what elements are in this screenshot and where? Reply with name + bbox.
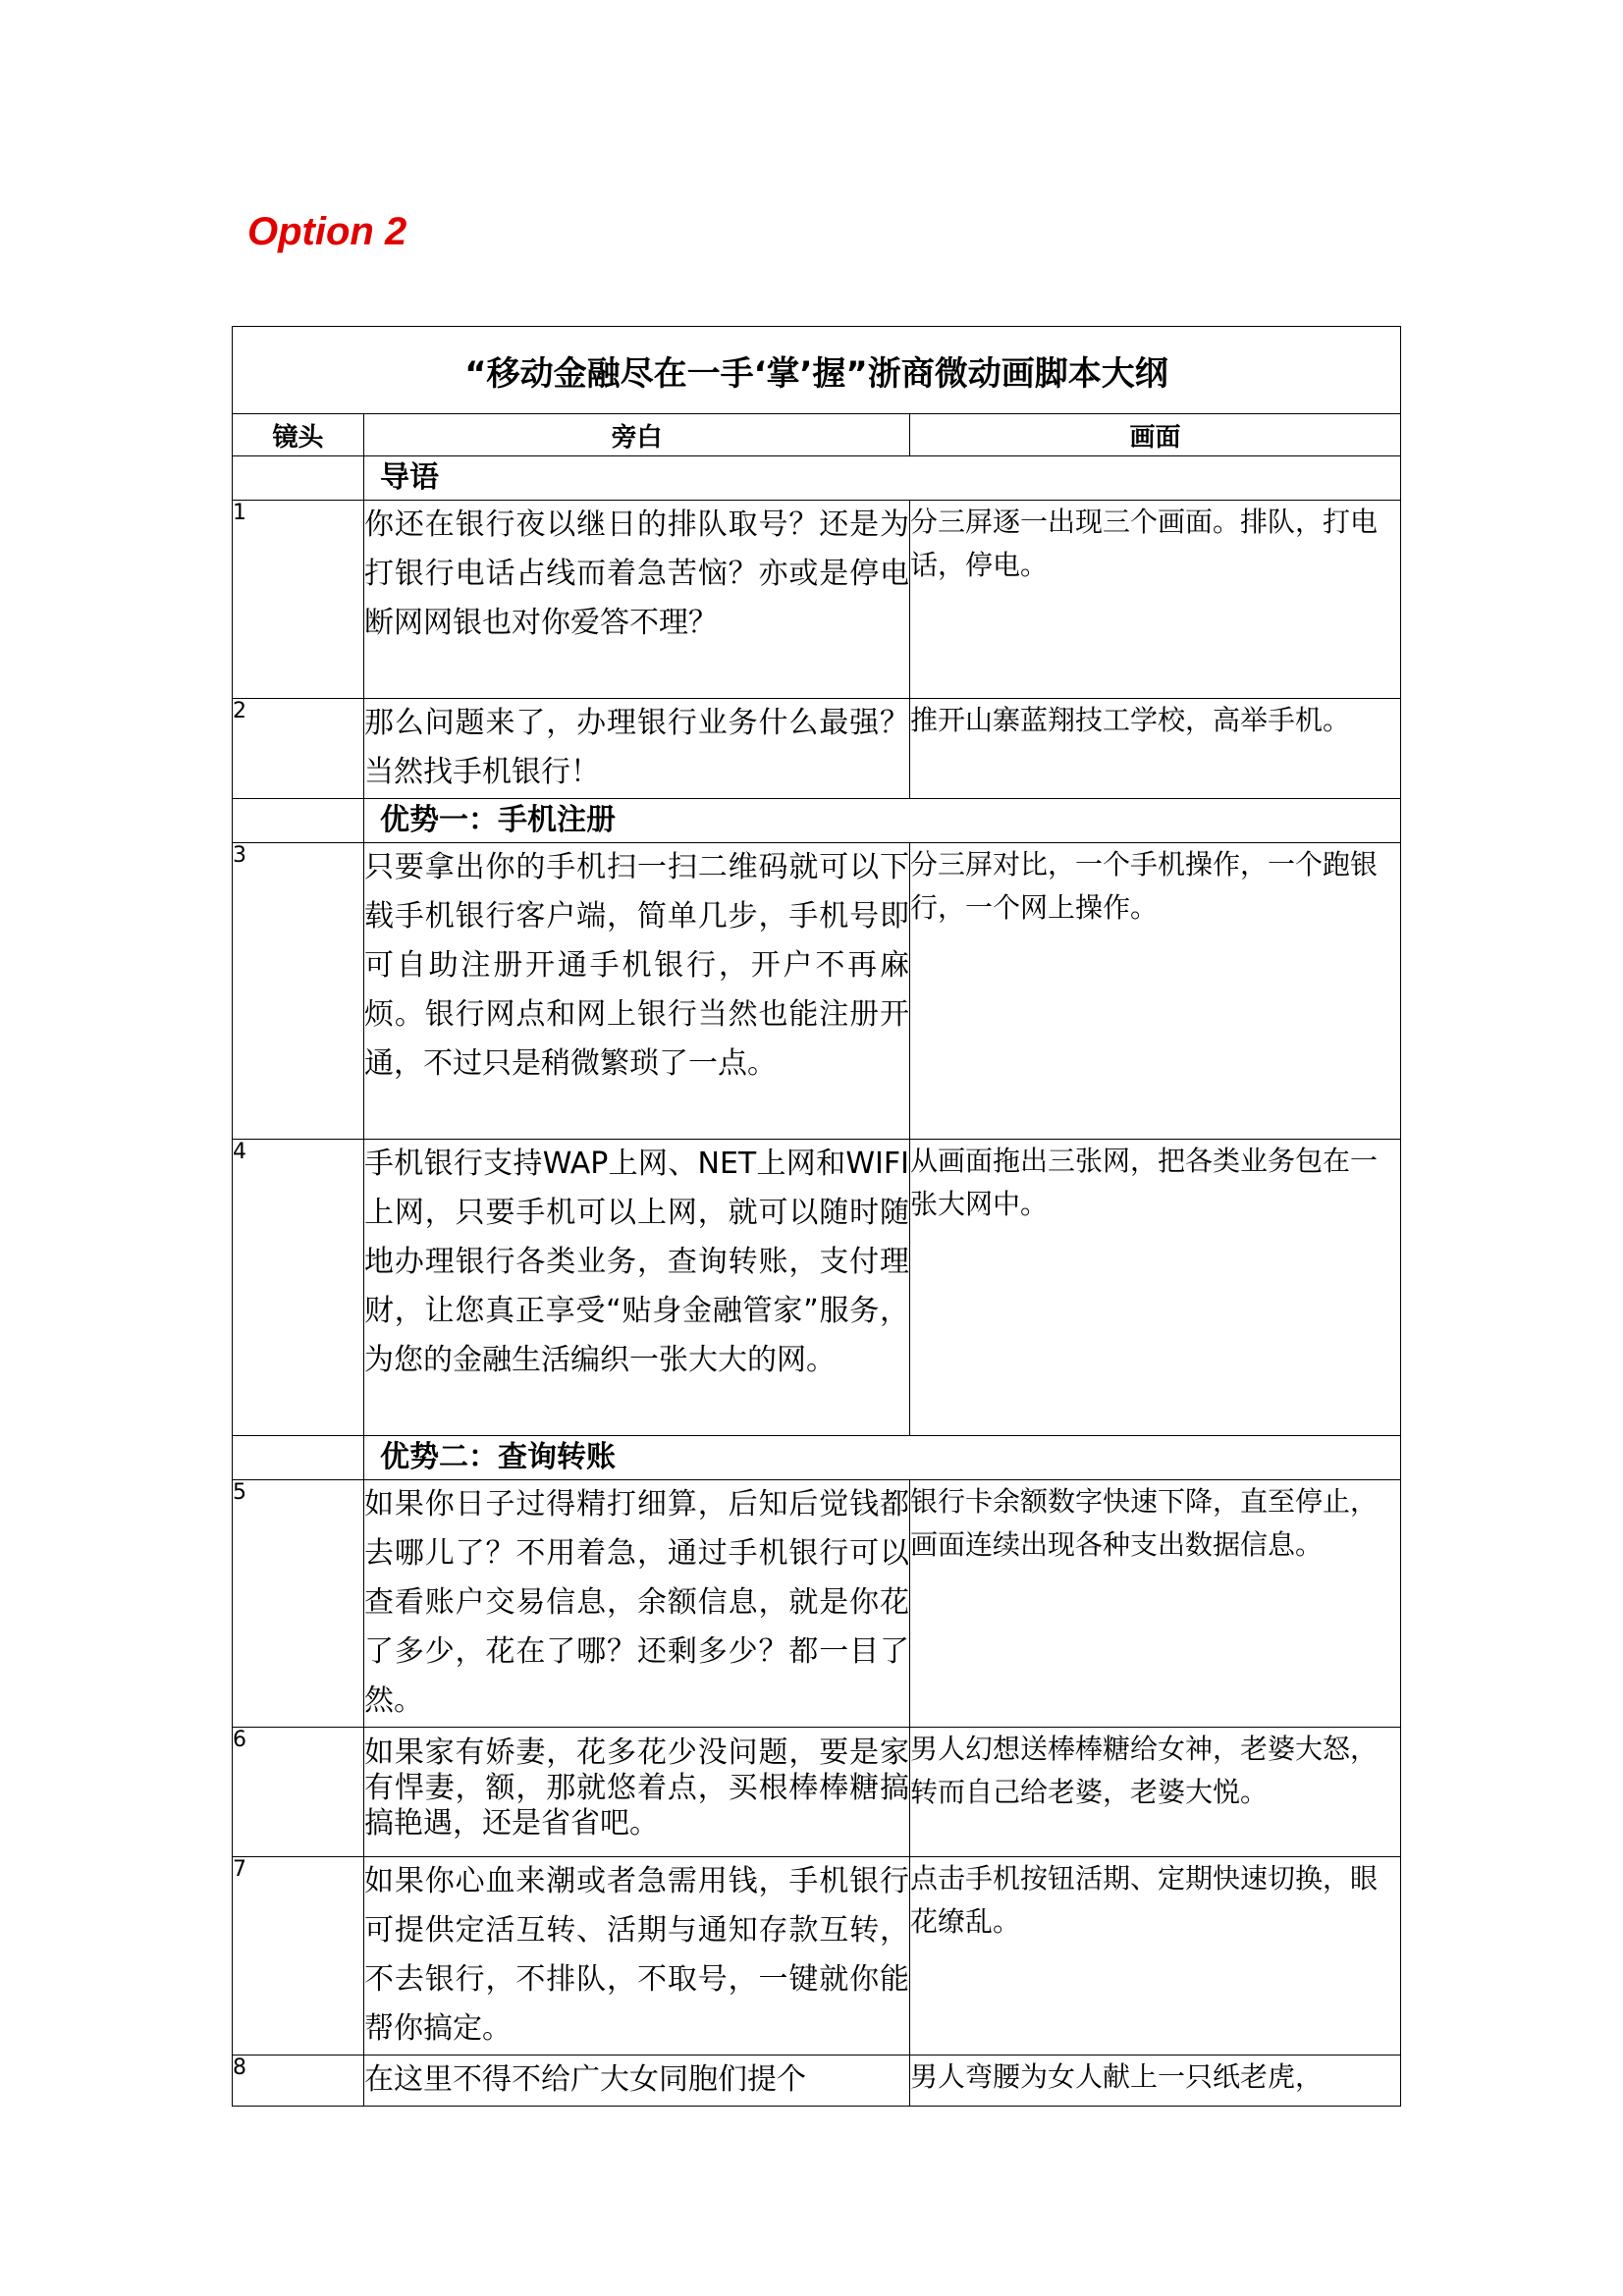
shot-number: 5 (233, 1480, 364, 1728)
section-row (233, 456, 1401, 501)
scene-cell: 点击手机按钮活期、定期快速切换，眼花缭乱。 (910, 1857, 1401, 2056)
table-row (233, 699, 1401, 799)
narration-cell: 如果家有娇妻，花多花少没问题，要是家有悍妻，额，那就悠着点，买根棒棒糖搞搞艳遇，还是省省吧。 (364, 1728, 910, 1857)
header-narration: 旁白 (364, 414, 910, 456)
table-row (233, 1480, 1401, 1728)
table-row (233, 2056, 1401, 2107)
table-title: “移动金融尽在一手‘掌’握”浙商微动画脚本大纲 (233, 327, 1401, 414)
narration-cell: 那么问题来了，办理银行业务什么最强？当然找手机银行！ (364, 699, 910, 799)
shot-number: 6 (233, 1728, 364, 1857)
narration-cell: 在这里不得不给广大女同胞们提个 (364, 2056, 910, 2107)
narration-cell: 你还在银行夜以继日的排队取号？还是为打银行电话占线而着急苦恼？亦或是停电断网网银也对你爱答不理？ (364, 501, 910, 699)
table-row (233, 843, 1401, 1140)
shot-number: 3 (233, 843, 364, 1140)
script-outline-table (232, 326, 1401, 2107)
table-row (233, 501, 1401, 699)
option-label: Option 2 (247, 210, 407, 253)
narration-cell: 手机银行支持WAP上网、NET上网和WIFI 上网，只要手机可以上网，就可以随时随地办理银行各类业务，查询转账，支付理财，让您真正享受“贴身金融管家”服务，为您的金融生活编织一张大大的网。 (364, 1140, 910, 1436)
section-label: 导语 (364, 456, 1401, 501)
scene-cell: 银行卡余额数字快速下降，直至停止，画面连续出现各种支出数据信息。 (910, 1480, 1401, 1728)
narration-cell: 如果你心血来潮或者急需用钱，手机银行可提供定活互转、活期与通知存款互转，不去银行，不排队，不取号，一键就你能帮你搞定。 (364, 1857, 910, 2056)
header-shot: 镜头 (233, 414, 364, 456)
section-label: 优势一：手机注册 (364, 799, 1401, 843)
scene-cell: 从画面拖出三张网，把各类业务包在一张大网中。 (910, 1140, 1401, 1436)
shot-number: 8 (233, 2056, 364, 2107)
scene-cell: 男人幻想送棒棒糖给女神，老婆大怒，转而自己给老婆，老婆大悦。 (910, 1728, 1401, 1857)
shot-number: 1 (233, 501, 364, 699)
header-row (233, 414, 1401, 456)
section-row (233, 1436, 1401, 1480)
table-row (233, 1728, 1401, 1857)
section-label: 优势二：查询转账 (364, 1436, 1401, 1480)
table-row (233, 1857, 1401, 2056)
narration-cell: 如果你日子过得精打细算，后知后觉钱都去哪儿了？不用着急，通过手机银行可以查看账户交易信息，余额信息，就是你花了多少，花在了哪？还剩多少？都一目了然。 (364, 1480, 910, 1728)
section-row (233, 799, 1401, 843)
scene-cell: 男人弯腰为女人献上一只纸老虎， (910, 2056, 1401, 2107)
shot-number: 7 (233, 1857, 364, 2056)
scene-cell: 分三屏逐一出现三个画面。排队，打电话，停电。 (910, 501, 1401, 699)
narration-cell: 只要拿出你的手机扫一扫二维码就可以下载手机银行客户端，简单几步，手机号即可自助注册开通手机银行，开户不再麻烦。银行网点和网上银行当然也能注册开通，不过只是稍微繁琐了一点。 (364, 843, 910, 1140)
scene-cell: 推开山寨蓝翔技工学校，高举手机。 (910, 699, 1401, 799)
shot-number: 4 (233, 1140, 364, 1436)
shot-number: 2 (233, 699, 364, 799)
scene-cell: 分三屏对比，一个手机操作，一个跑银行，一个网上操作。 (910, 843, 1401, 1140)
table-row (233, 1140, 1401, 1436)
header-scene: 画面 (910, 414, 1401, 456)
